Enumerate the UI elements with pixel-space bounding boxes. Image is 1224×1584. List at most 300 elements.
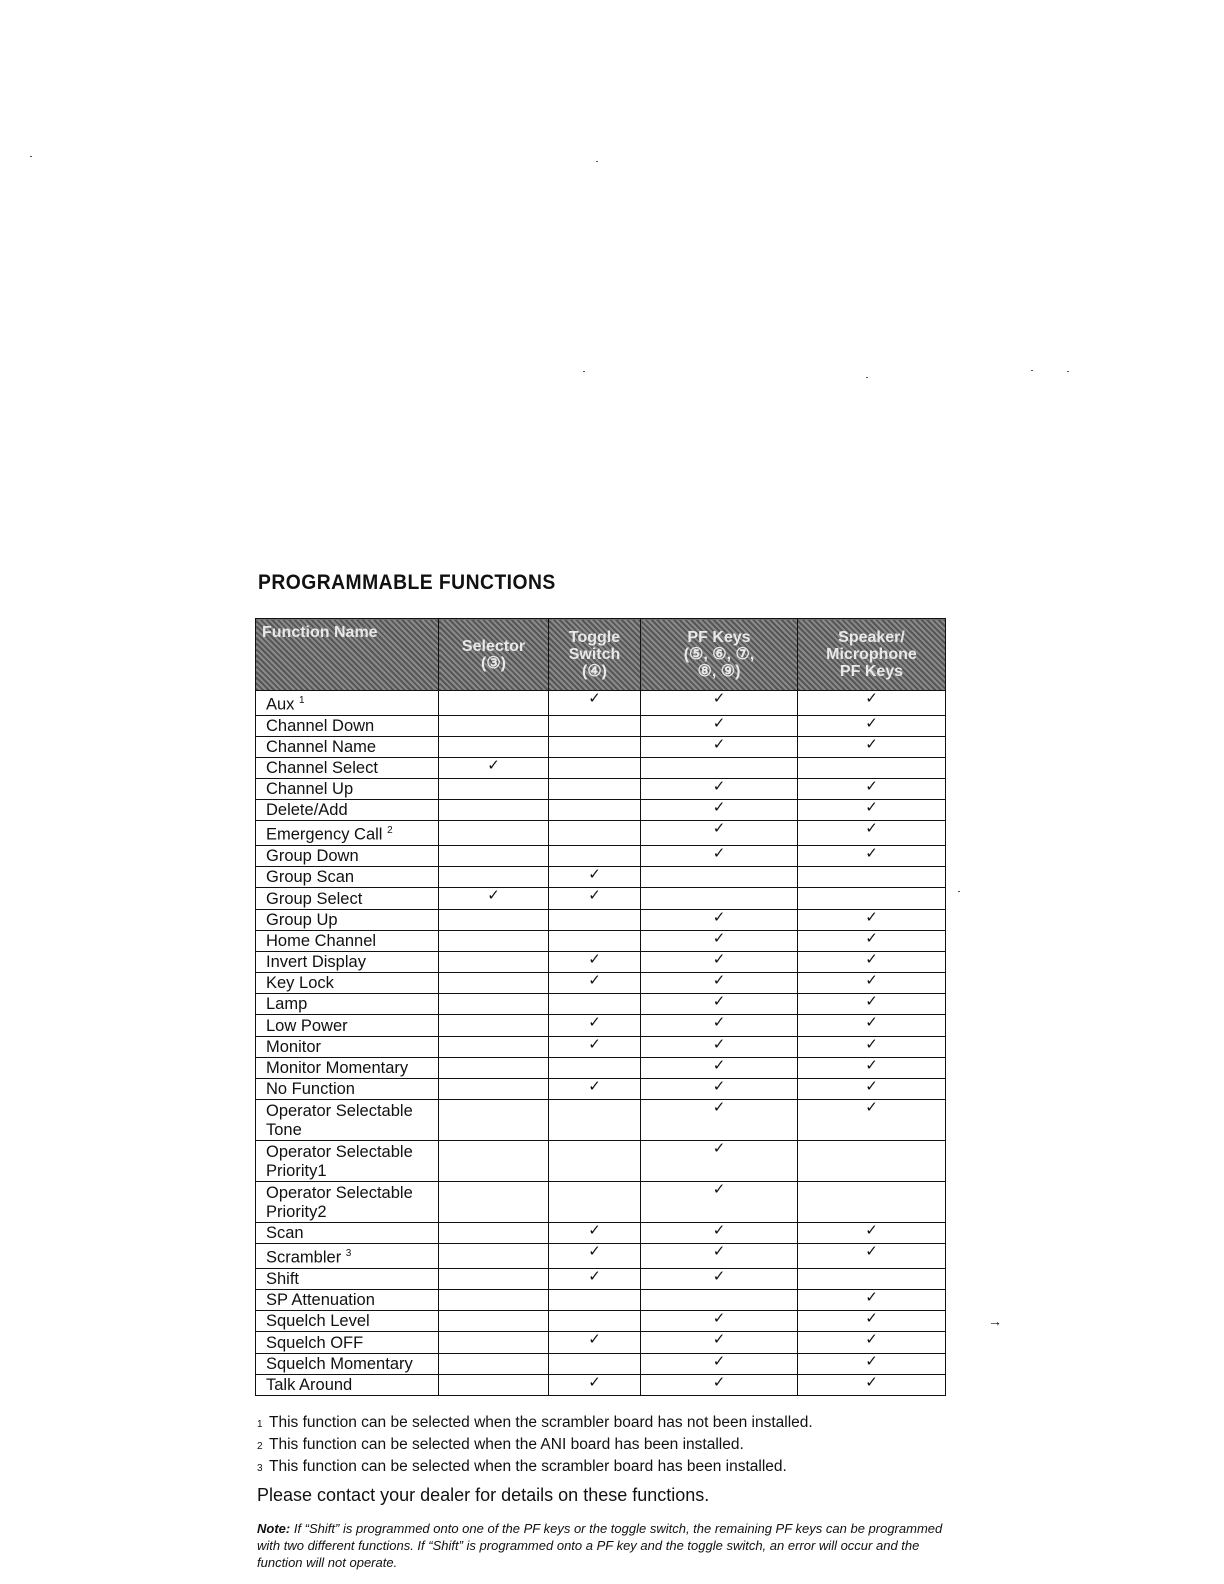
- check-cell: [439, 779, 549, 800]
- check-cell: [798, 736, 946, 757]
- column-header: Selector (③): [439, 619, 549, 691]
- check-cell: [549, 1268, 641, 1289]
- function-name-cell: [256, 1353, 439, 1374]
- check-cell: [641, 973, 798, 994]
- check-mark-icon: ✓: [865, 1352, 878, 1370]
- check-mark-icon: ✓: [865, 799, 878, 817]
- function-name-cell: [256, 1311, 439, 1332]
- table-row: [256, 867, 946, 888]
- table-row: [256, 800, 946, 821]
- footnote-number: 3: [257, 1463, 263, 1474]
- function-name-cell: [256, 800, 439, 821]
- table-row: [256, 779, 946, 800]
- check-cell: [798, 930, 946, 951]
- check-cell: [439, 973, 549, 994]
- check-cell: [798, 821, 946, 846]
- check-mark-icon: ✓: [588, 1267, 601, 1285]
- check-cell: [549, 1223, 641, 1244]
- column-header: Function Name: [256, 619, 439, 691]
- function-name: Channel Select: [266, 759, 378, 778]
- check-mark-icon: ✓: [712, 1267, 726, 1285]
- function-name: Squelch OFF: [266, 1333, 364, 1352]
- check-cell: [798, 1182, 946, 1223]
- table-row: [256, 715, 946, 736]
- check-cell: [549, 1353, 641, 1374]
- table-body: [256, 691, 946, 1396]
- check-cell: [641, 800, 798, 821]
- check-mark-icon: ✓: [712, 820, 726, 838]
- function-name-cell: [256, 867, 439, 888]
- check-mark-icon: ✓: [588, 887, 601, 905]
- check-cell: [439, 909, 549, 930]
- function-name: SP Attenuation: [266, 1291, 375, 1310]
- check-cell: [439, 1182, 549, 1223]
- check-cell: [549, 1290, 641, 1311]
- check-mark-icon: ✓: [712, 1140, 726, 1158]
- table-row: [256, 1141, 946, 1182]
- check-cell: [641, 1182, 798, 1223]
- check-cell: [798, 800, 946, 821]
- check-cell: [549, 800, 641, 821]
- footnote-ref: 1: [299, 695, 305, 706]
- function-name-cell: [256, 1374, 439, 1395]
- scan-speck: [958, 891, 960, 892]
- check-cell: [439, 994, 549, 1015]
- check-cell: [641, 909, 798, 930]
- function-name: Home Channel: [266, 931, 377, 950]
- check-cell: [798, 1079, 946, 1100]
- check-cell: [549, 867, 641, 888]
- function-name: Operator Selectable Priority2: [266, 1184, 413, 1222]
- table-row: [256, 1079, 946, 1100]
- function-name: Group Down: [266, 847, 359, 866]
- check-cell: [641, 1311, 798, 1332]
- table-row: [256, 951, 946, 972]
- function-name-cell: [256, 973, 439, 994]
- check-cell: [798, 1290, 946, 1311]
- column-header: PF Keys (⑤, ⑥, ⑦, ⑧, ⑨): [641, 619, 798, 691]
- function-name: Channel Name: [266, 737, 377, 756]
- check-cell: [439, 1057, 549, 1078]
- check-mark-icon: ✓: [712, 1078, 726, 1095]
- check-cell: [439, 757, 549, 778]
- check-cell: [439, 821, 549, 846]
- check-cell: [549, 1311, 641, 1332]
- check-cell: [641, 1100, 798, 1141]
- check-cell: [641, 691, 798, 716]
- table-row: [256, 909, 946, 930]
- function-name-cell: [256, 1015, 439, 1036]
- function-name: Group Select: [266, 889, 363, 908]
- function-name-cell: [256, 736, 439, 757]
- check-mark-icon: ✓: [865, 1222, 878, 1240]
- function-name-cell: [256, 1100, 439, 1141]
- check-cell: [798, 757, 946, 778]
- check-cell: [549, 930, 641, 951]
- note-text: If “Shift” is programmed onto one of the PF keys or the toggle switch, the remaining PF keys can be programmed with two different functions. If “Shift” is programmed onto a PF key and the toggle switch, an error will occur and the function will not operate.: [257, 1521, 943, 1570]
- check-mark-icon: ✓: [712, 972, 726, 990]
- check-mark-icon: ✓: [865, 1099, 878, 1117]
- check-mark-icon: ✓: [865, 929, 878, 947]
- check-cell: [641, 930, 798, 951]
- footnote-text: This function can be selected when the scrambler board has not been installed.: [269, 1414, 813, 1431]
- check-cell: [798, 1268, 946, 1289]
- check-cell: [798, 845, 946, 866]
- function-name-cell: [256, 845, 439, 866]
- footnote-number: 2: [257, 1441, 263, 1452]
- check-mark-icon: ✓: [865, 993, 878, 1011]
- check-mark-icon: ✓: [588, 1222, 601, 1240]
- check-mark-icon: ✓: [712, 1181, 726, 1199]
- table-row: [256, 821, 946, 846]
- check-mark-icon: ✓: [712, 1243, 726, 1261]
- check-cell: [439, 691, 549, 716]
- check-cell: [798, 1057, 946, 1078]
- check-cell: [798, 1036, 946, 1057]
- check-cell: [798, 951, 946, 972]
- footnote-ref: 2: [387, 825, 393, 837]
- check-cell: [549, 1015, 641, 1036]
- function-name: No Function: [266, 1080, 355, 1099]
- check-mark-icon: ✓: [588, 1243, 601, 1261]
- check-cell: [549, 821, 641, 846]
- scan-speck: [30, 156, 32, 157]
- table-row: [256, 930, 946, 951]
- check-cell: [549, 691, 641, 716]
- function-name-cell: [256, 909, 439, 930]
- check-mark-icon: ✓: [865, 972, 878, 990]
- check-mark-icon: ✓: [865, 1373, 878, 1391]
- check-mark-icon: ✓: [712, 1331, 726, 1349]
- function-name: Group Scan: [266, 868, 355, 887]
- check-cell: [641, 757, 798, 778]
- function-name: Lamp: [266, 995, 308, 1014]
- check-mark-icon: ✓: [712, 1310, 726, 1328]
- check-cell: [641, 994, 798, 1015]
- check-cell: [439, 1374, 549, 1395]
- check-cell: [549, 715, 641, 736]
- check-cell: [439, 1332, 549, 1353]
- check-mark-icon: ✓: [487, 756, 500, 774]
- check-mark-icon: ✓: [865, 1289, 878, 1307]
- function-name: Aux: [266, 695, 295, 714]
- check-cell: [439, 951, 549, 972]
- check-cell: [439, 1100, 549, 1141]
- check-cell: [439, 1268, 549, 1289]
- function-name: Squelch Momentary: [266, 1354, 413, 1373]
- check-mark-icon: ✓: [865, 1331, 878, 1349]
- check-cell: [641, 821, 798, 846]
- table-row: [256, 1353, 946, 1374]
- function-name-cell: [256, 1141, 439, 1182]
- check-cell: [549, 1374, 641, 1395]
- check-cell: [439, 1311, 549, 1332]
- check-cell: [549, 1057, 641, 1078]
- check-mark-icon: ✓: [712, 1222, 726, 1240]
- check-cell: [439, 1036, 549, 1057]
- check-mark-icon: ✓: [588, 972, 601, 990]
- check-cell: [549, 736, 641, 757]
- check-cell: [641, 736, 798, 757]
- check-mark-icon: ✓: [588, 1078, 601, 1095]
- scan-speck: [866, 377, 868, 378]
- check-mark-icon: ✓: [712, 1099, 726, 1117]
- table-row: [256, 888, 946, 909]
- function-name: Emergency Call: [266, 825, 383, 844]
- function-name: Scrambler: [266, 1248, 342, 1267]
- column-header: Toggle Switch (④): [549, 619, 641, 691]
- check-cell: [798, 973, 946, 994]
- check-cell: [439, 1141, 549, 1182]
- check-mark-icon: ✓: [865, 735, 878, 753]
- check-cell: [798, 1311, 946, 1332]
- check-cell: [549, 1244, 641, 1269]
- check-mark-icon: ✓: [712, 714, 726, 732]
- check-mark-icon: ✓: [712, 1373, 726, 1391]
- column-header: Speaker/ Microphone PF Keys: [798, 619, 946, 691]
- check-cell: [549, 973, 641, 994]
- check-cell: [641, 1290, 798, 1311]
- function-name-cell: [256, 1036, 439, 1057]
- check-mark-icon: ✓: [865, 714, 878, 732]
- check-cell: [549, 951, 641, 972]
- function-name-cell: [256, 951, 439, 972]
- check-cell: [439, 800, 549, 821]
- table-row: [256, 1268, 946, 1289]
- function-name: Talk Around: [266, 1376, 353, 1394]
- check-cell: [641, 715, 798, 736]
- check-cell: [641, 1036, 798, 1057]
- check-cell: [439, 715, 549, 736]
- note-label: Note:: [257, 1521, 291, 1536]
- check-mark-icon: ✓: [865, 1310, 878, 1328]
- function-name: Group Up: [266, 910, 338, 929]
- check-mark-icon: ✓: [588, 1373, 601, 1391]
- function-name-cell: [256, 821, 439, 846]
- check-mark-icon: ✓: [712, 778, 726, 796]
- table-row: [256, 845, 946, 866]
- footnote: [257, 1413, 813, 1435]
- check-mark-icon: ✓: [588, 950, 601, 968]
- table-row: [256, 1332, 946, 1353]
- check-cell: [439, 888, 549, 909]
- check-cell: [798, 691, 946, 716]
- check-mark-icon: ✓: [712, 929, 726, 947]
- check-mark-icon: ✓: [712, 908, 726, 926]
- function-name-cell: [256, 691, 439, 716]
- function-name: Squelch Level: [266, 1312, 370, 1331]
- function-name-cell: [256, 779, 439, 800]
- table-row: [256, 736, 946, 757]
- check-mark-icon: ✓: [865, 1014, 878, 1032]
- footnote-text: This function can be selected when the ANI board has been installed.: [269, 1436, 744, 1453]
- table-row: [256, 691, 946, 716]
- check-cell: [798, 715, 946, 736]
- function-name: Shift: [266, 1270, 300, 1289]
- table-row: [256, 757, 946, 778]
- check-cell: [798, 994, 946, 1015]
- check-cell: [549, 1079, 641, 1100]
- function-name-cell: [256, 930, 439, 951]
- table-row: [256, 1374, 946, 1395]
- function-name: Operator Selectable Tone: [266, 1102, 413, 1140]
- check-mark-icon: ✓: [865, 908, 878, 926]
- check-mark-icon: ✓: [588, 1035, 601, 1053]
- check-cell: [439, 1015, 549, 1036]
- note: [257, 1520, 947, 1584]
- function-name: Operator Selectable Priority1: [266, 1143, 413, 1181]
- check-mark-icon: ✓: [712, 1352, 726, 1370]
- function-name-cell: [256, 1223, 439, 1244]
- table-row: [256, 973, 946, 994]
- check-mark-icon: ✓: [865, 1243, 878, 1261]
- programmable-functions-table: [255, 618, 946, 1396]
- check-cell: [549, 1332, 641, 1353]
- check-mark-icon: ✓: [712, 1035, 726, 1053]
- scan-speck: [583, 371, 585, 372]
- check-cell: [439, 1079, 549, 1100]
- scan-speck: [596, 161, 598, 162]
- check-cell: [798, 1223, 946, 1244]
- check-mark-icon: ✓: [712, 1056, 726, 1074]
- check-cell: [439, 1290, 549, 1311]
- check-cell: [798, 1332, 946, 1353]
- check-cell: [439, 845, 549, 866]
- margin-arrow-mark: →: [988, 1313, 1002, 1329]
- check-mark-icon: ✓: [588, 1331, 601, 1349]
- check-cell: [641, 1141, 798, 1182]
- check-cell: [641, 867, 798, 888]
- footnote-text: This function can be selected when the scrambler board has been installed.: [269, 1458, 787, 1475]
- footnote-ref: 3: [345, 1248, 352, 1260]
- check-mark-icon: ✓: [712, 950, 726, 968]
- check-cell: [549, 757, 641, 778]
- footnote-number: 1: [257, 1419, 263, 1430]
- table-row: [256, 1100, 946, 1141]
- check-cell: [641, 1353, 798, 1374]
- check-cell: [798, 1374, 946, 1395]
- function-name-cell: [256, 888, 439, 909]
- check-mark-icon: ✓: [588, 690, 601, 707]
- check-mark-icon: ✓: [865, 778, 878, 796]
- table-row: [256, 1015, 946, 1036]
- table-row: [256, 1036, 946, 1057]
- function-name-cell: [256, 1290, 439, 1311]
- check-cell: [549, 1141, 641, 1182]
- function-name-cell: [256, 1182, 439, 1223]
- check-mark-icon: ✓: [712, 844, 726, 862]
- check-cell: [641, 1079, 798, 1100]
- footnote: [257, 1457, 813, 1479]
- function-name: Invert Display: [266, 953, 366, 972]
- check-cell: [439, 930, 549, 951]
- check-cell: [641, 1268, 798, 1289]
- check-cell: [798, 779, 946, 800]
- function-name: Monitor: [266, 1037, 322, 1056]
- check-cell: [641, 1332, 798, 1353]
- table-row: [256, 1311, 946, 1332]
- check-cell: [798, 909, 946, 930]
- footnotes: [257, 1413, 813, 1479]
- table-row: [256, 1223, 946, 1244]
- function-name-cell: [256, 1332, 439, 1353]
- check-cell: [549, 994, 641, 1015]
- check-mark-icon: ✓: [712, 690, 726, 707]
- check-mark-icon: ✓: [712, 735, 726, 753]
- check-mark-icon: ✓: [487, 887, 500, 905]
- function-name-cell: [256, 994, 439, 1015]
- check-cell: [641, 951, 798, 972]
- check-cell: [798, 888, 946, 909]
- check-cell: [549, 779, 641, 800]
- check-cell: [549, 1036, 641, 1057]
- function-name: Channel Down: [266, 716, 375, 735]
- check-cell: [439, 1244, 549, 1269]
- footnote: [257, 1435, 813, 1457]
- check-cell: [641, 1057, 798, 1078]
- function-name: Scan: [266, 1224, 304, 1243]
- check-mark-icon: ✓: [865, 1078, 878, 1095]
- function-name: Delete/Add: [266, 801, 348, 820]
- table-row: [256, 1057, 946, 1078]
- function-name-cell: [256, 715, 439, 736]
- scan-speck: [1067, 371, 1069, 372]
- check-mark-icon: ✓: [865, 844, 878, 862]
- check-cell: [549, 1100, 641, 1141]
- check-cell: [439, 1353, 549, 1374]
- contact-text: Please contact your dealer for details on these functions.: [257, 1485, 710, 1505]
- check-cell: [549, 888, 641, 909]
- scan-speck: [1031, 370, 1033, 371]
- check-mark-icon: ✓: [712, 799, 726, 817]
- check-mark-icon: ✓: [865, 690, 878, 707]
- check-cell: [798, 1015, 946, 1036]
- check-cell: [798, 1353, 946, 1374]
- check-cell: [641, 888, 798, 909]
- check-mark-icon: ✓: [865, 950, 878, 968]
- check-cell: [641, 1374, 798, 1395]
- check-cell: [439, 1223, 549, 1244]
- check-cell: [641, 779, 798, 800]
- table-row: [256, 1290, 946, 1311]
- check-cell: [798, 1100, 946, 1141]
- function-name-cell: [256, 1244, 439, 1269]
- function-name-cell: [256, 1268, 439, 1289]
- function-name: Monitor Momentary: [266, 1059, 409, 1077]
- check-cell: [641, 1015, 798, 1036]
- check-mark-icon: ✓: [588, 866, 601, 884]
- check-cell: [798, 867, 946, 888]
- check-cell: [798, 1141, 946, 1182]
- table-row: [256, 1244, 946, 1269]
- function-name-cell: [256, 757, 439, 778]
- check-mark-icon: ✓: [865, 820, 878, 838]
- check-cell: [798, 1244, 946, 1269]
- table-header-row: [256, 619, 946, 691]
- table-row: [256, 1182, 946, 1223]
- function-name-cell: [256, 1057, 439, 1078]
- check-mark-icon: ✓: [588, 1014, 601, 1032]
- check-cell: [549, 909, 641, 930]
- table-row: [256, 994, 946, 1015]
- check-cell: [439, 867, 549, 888]
- page-title: PROGRAMMABLE FUNCTIONS: [258, 571, 556, 594]
- check-mark-icon: ✓: [712, 993, 726, 1011]
- check-mark-icon: ✓: [712, 1014, 726, 1032]
- check-cell: [641, 1223, 798, 1244]
- function-name: Key Lock: [266, 974, 334, 993]
- check-cell: [549, 1182, 641, 1223]
